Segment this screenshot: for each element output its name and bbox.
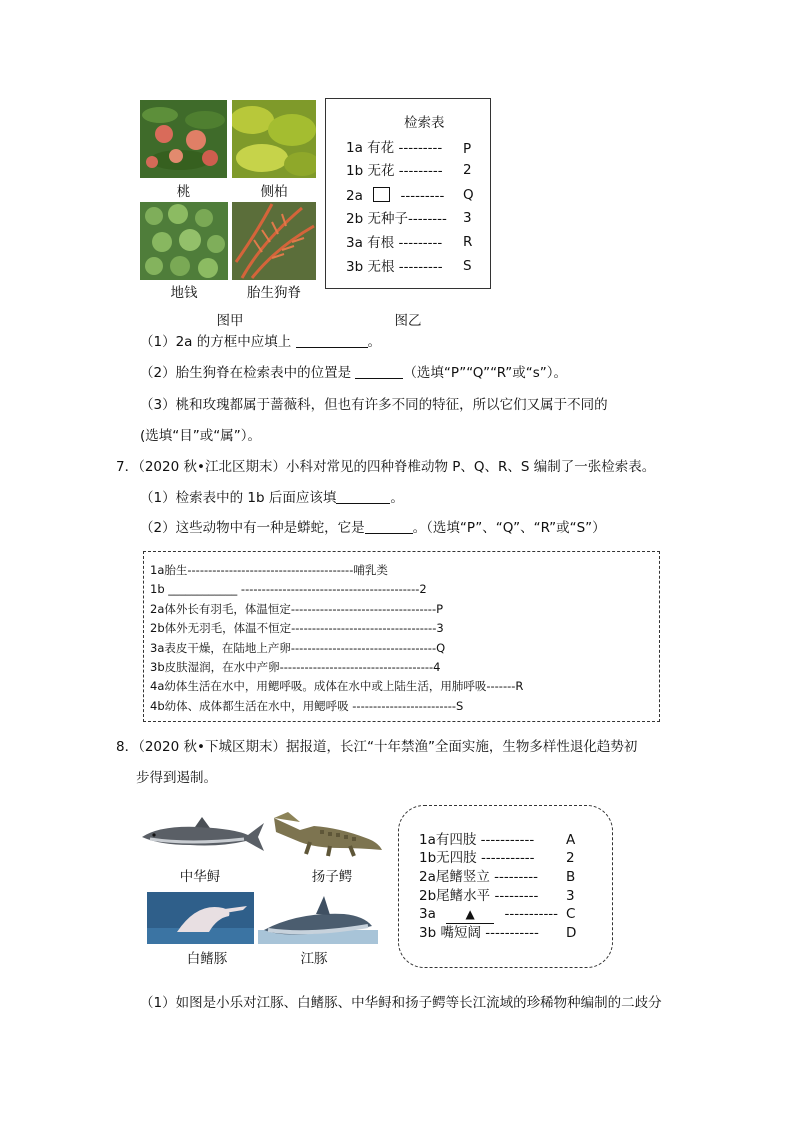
key-row: 3b 无根 ---------	[346, 259, 443, 275]
key-row: 1b 无花 ---------	[346, 163, 443, 179]
finless-porpoise-image	[258, 892, 378, 944]
triangle-blank	[446, 905, 494, 924]
q6-sub1: （1）2a 的方框中应填上 。	[140, 334, 382, 350]
key-result: D	[566, 925, 577, 941]
caption-jiangtun: 江豚	[300, 951, 328, 967]
plant-key-box	[325, 98, 491, 289]
key-line: 2a体外长有羽毛，体温恒定-----------------------------------P	[150, 601, 444, 616]
triangle-icon: ▲	[465, 907, 475, 921]
key-result: 3	[566, 888, 575, 904]
key-line: 1b ____________ -------------------------------------------2	[150, 582, 427, 597]
q7-sub1: （1）检索表中的 1b 后面应该填 。	[140, 490, 404, 506]
key-result: Q	[463, 187, 474, 203]
key-line: 3a表皮干燥，在陆地上产卵-----------------------------------Q	[150, 640, 446, 655]
key-result: 3	[463, 210, 472, 226]
key-line: 4b幼体、成体都生活在水中，用鳃呼吸 -------------------------S	[150, 698, 464, 713]
key-result: R	[463, 234, 473, 250]
animal-key-box	[143, 551, 660, 722]
key-title: 检索表	[404, 115, 445, 131]
key-row: 2a ---------	[346, 188, 445, 204]
key-line: 4a幼体生活在水中，用鳃呼吸。成体在水中或上陆生活，用肺呼吸-------R	[150, 679, 524, 694]
answer-square	[373, 187, 390, 202]
caption-fern: 胎生狗脊	[247, 285, 301, 301]
key-row: 1a 有花 ---------	[346, 140, 443, 156]
baiji-image	[147, 892, 254, 944]
q8-stem-line1: 8．（2020 秋•下城区期末）据报道，长江“十年禁渔”全面实施，生物多样性退化趋势初	[116, 739, 638, 755]
key-lines	[150, 561, 523, 716]
alligator-image	[270, 808, 384, 858]
q7-sub2: （2）这些动物中有一种是蟒蛇，它是 。（选填“P”、“Q”、“R”或“S”）	[140, 520, 606, 536]
key-row: 3a ▲ -----------	[419, 906, 559, 922]
key-row: 3a 有根 ---------	[346, 235, 443, 251]
caption-yangtze-alligator: 扬子鳄	[311, 869, 353, 885]
key-line: 3b皮肤湿润，在水中产卵-------------------------------------4	[150, 660, 441, 675]
key-result: B	[566, 869, 576, 885]
species-key-box	[398, 805, 613, 968]
answer-blank[interactable]	[336, 503, 390, 504]
key-row: 1a有四肢 -----------	[419, 832, 535, 848]
liverwort-image	[140, 202, 228, 280]
caption-liverwort: 地钱	[170, 285, 198, 301]
cypress-image	[232, 100, 316, 178]
figure-b-label: 图乙	[394, 313, 422, 329]
answer-blank[interactable]	[355, 378, 403, 379]
key-line: 2b体外无羽毛，体温不恒定-----------------------------------3	[150, 621, 444, 636]
caption-cypress: 侧柏	[260, 184, 288, 200]
q6-sub3-line2: (选填“目”或“属”）。	[140, 428, 261, 444]
key-line: 1a胎生----------------------------------------哺乳类	[150, 563, 388, 577]
caption-peach: 桃	[176, 184, 191, 200]
key-result: S	[463, 258, 472, 274]
key-result: 2	[463, 162, 472, 178]
key-result: C	[566, 906, 576, 922]
key-row: 2a尾鳍竖立 ---------	[419, 869, 539, 885]
peach-image	[140, 100, 227, 178]
q6-sub2: （2）胎生狗脊在检索表中的位置是 （选填“P”“Q”“R”或“s”）。	[140, 365, 568, 381]
key-result: P	[463, 141, 472, 157]
key-result: A	[566, 832, 576, 848]
q8-sub1: （1）如图是小乐对江豚、白鳍豚、中华鲟和扬子鳄等长江流域的珍稀物种编制的二歧分	[140, 995, 662, 1011]
figure-a-label: 图甲	[216, 313, 244, 329]
q7-stem: 7．（2020 秋•江北区期末）小科对常见的四种脊椎动物 P、Q、R、S 编制了一张检索表。	[116, 459, 656, 475]
key-result: 2	[566, 850, 575, 866]
answer-blank[interactable]	[296, 347, 368, 348]
key-row: 2b尾鳍水平 ---------	[419, 888, 539, 904]
key-row: 3b 嘴短阔 -----------	[419, 925, 539, 941]
sturgeon-image	[140, 815, 265, 857]
q8-stem-line2: 步得到遏制。	[136, 770, 217, 786]
key-row: 1b无四肢 -----------	[419, 850, 535, 866]
caption-chinese-sturgeon: 中华鲟	[179, 869, 221, 885]
q6-sub3-line1: （3）桃和玫瑰都属于蔷薇科，但也有许多不同的特征，所以它们又属于不同的	[140, 397, 608, 413]
answer-blank[interactable]	[365, 533, 413, 534]
key-row: 2b 无种子--------	[346, 211, 447, 227]
caption-baiji: 白鳍豚	[186, 951, 228, 967]
fern-image	[232, 202, 316, 280]
